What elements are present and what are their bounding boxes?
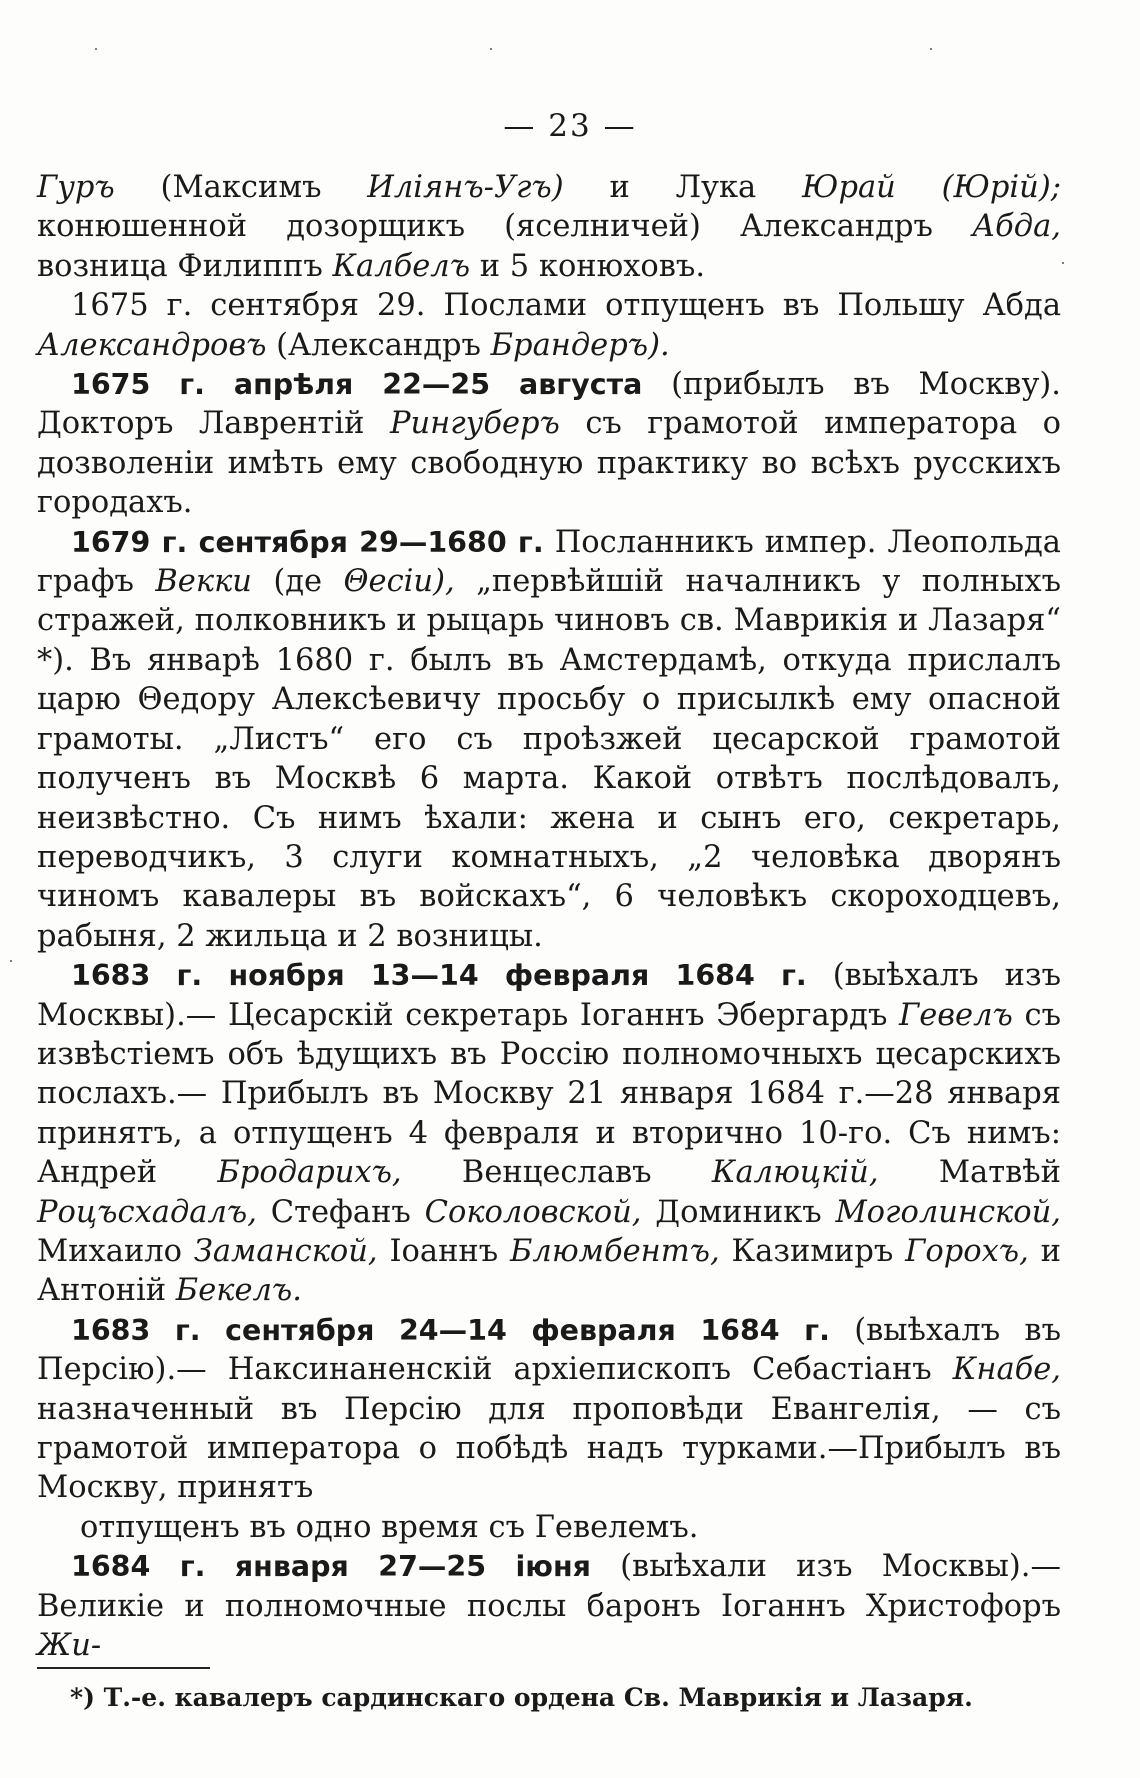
- paragraph: [37, 286, 1061, 365]
- body-run: Доминикъ: [641, 1194, 836, 1230]
- italic-name: Горохъ,: [905, 1233, 1029, 1269]
- body-run: (выѣхалъ въ Персію).— Наксинаненскій архіепископъ Себастіанъ: [37, 1312, 1062, 1388]
- scan-speck: [10, 960, 12, 962]
- italic-name: Заманской,: [193, 1233, 378, 1269]
- body-run: Посланникъ импер. Леопольда графъ: [37, 524, 1061, 600]
- body-run: съ грамотой императора о дозволеніи имѣть ему свободную практику во всѣхъ русскихъ городахъ.: [37, 406, 1061, 521]
- entry-date-heading: 1679 г. сентября 29—1680 г.: [71, 525, 544, 559]
- body-run: съ извѣстіемъ объ ѣдущихъ въ Россію полномочныхъ цесарскихъ послахъ.— Прибылъ въ Москву 21 января 1684 г.—28 января принятъ, а отпущенъ 4 февраля и вторично 10-го. Съ нимъ: Андрей: [37, 997, 1062, 1191]
- italic-name: Александровъ: [37, 327, 267, 363]
- paragraph: [37, 365, 1061, 523]
- italic-name: Соколовской,: [424, 1194, 642, 1230]
- footnote-rule: [37, 1667, 210, 1669]
- body-run: (Максимъ: [114, 170, 368, 205]
- body-run: Михаило: [37, 1233, 194, 1269]
- body-run: назначенный въ Персію для проповѣди Евангелія, — съ грамотой императора о побѣдѣ надъ турками.—Прибылъ въ Москву, принятъ: [37, 1391, 1061, 1506]
- body-run: Матвѣй: [878, 1155, 1061, 1191]
- scan-speck: [930, 48, 932, 50]
- body-run: Стефанъ: [256, 1194, 425, 1230]
- body-run: Іоаннъ: [377, 1233, 510, 1269]
- body-run: Венцеславъ: [401, 1155, 712, 1191]
- italic-name: Бродарихъ,: [217, 1155, 402, 1191]
- body-run: Казимиръ: [719, 1233, 906, 1269]
- body-run: и Лука: [563, 170, 803, 205]
- italic-name: Абда,: [972, 209, 1061, 245]
- scan-speck: [490, 48, 492, 50]
- italic-name: Брандеръ).: [490, 327, 670, 363]
- italic-name: Гевелъ: [899, 997, 1013, 1033]
- body-run: (выѣхалъ изъ Москвы).— Цесарскій секретарь Іоганнъ Эбергардъ: [37, 958, 1061, 1033]
- italic-name: Роцъсхадалъ,: [37, 1194, 257, 1230]
- italic-name: Блюмбентъ,: [510, 1233, 720, 1269]
- paragraph: [37, 1311, 1061, 1508]
- body-run: 1675 г. сентября 29. Послами отпущенъ въ Польшу Абда: [71, 288, 1061, 324]
- italic-name: Жи-: [37, 1628, 102, 1664]
- paragraph: [37, 1508, 1061, 1547]
- paragraph: [37, 956, 1061, 1311]
- body-run: „первѣйшій началникъ у полныхъ стражей, полковникъ и рыцарь чиновъ св. Маврикія и Лазаря“ *). Въ январѣ 1680 г. былъ въ Амстердамѣ, откуда прислалъ царю Θедору Алексѣевичу просьбу о присылкѣ ему опасной грамоты. „Листъ“ его съ проѣзжей цесарской грамотой полученъ въ Москвѣ 6 марта. Какой отвѣтъ послѣдовалъ, неизвѣстно. Съ нимъ ѣхали: жена и сынъ его, секретарь, переводчикъ, 3 слуги комнатныхъ, „2 человѣка дворянъ чиномъ кавалеры въ войскахъ“, 6 человѣкъ скороходцевъ, рабыня, 2 жильца и 2 возницы.: [37, 564, 1061, 954]
- paragraph: [37, 168, 1061, 286]
- entry-date-heading: 1684 г. января 27—25 іюня: [71, 1550, 591, 1584]
- italic-name: Иліянъ-Угъ): [367, 170, 564, 205]
- entry-date-heading: 1683 г. ноября 13—14 февраля 1684 г.: [71, 959, 807, 993]
- italic-name: Калбелъ: [332, 248, 471, 284]
- italic-name: Моголинской,: [835, 1194, 1061, 1230]
- body-run: возница Филиппъ: [37, 248, 333, 284]
- paragraph: [37, 523, 1061, 956]
- entry-date-heading: 1683 г. сентября 24—14 февраля 1684 г.: [71, 1313, 830, 1347]
- footnote: *) Т.-е. кавалеръ сардинскаго ордена Св. Маврикія и Лазаря.: [70, 1683, 973, 1712]
- scan-speck: [95, 48, 97, 50]
- italic-name: Юрай (Юрій);: [802, 170, 1061, 205]
- italic-name: Θесіи),: [343, 564, 455, 600]
- italic-name: Рингуберъ: [389, 406, 560, 442]
- body-run: (Александръ: [266, 327, 491, 363]
- italic-name: Кнабе,: [952, 1352, 1061, 1388]
- body-run: (де: [251, 564, 344, 600]
- body-run: и Антоній: [37, 1233, 1061, 1309]
- body-text: [37, 168, 1061, 1665]
- page-number: — 23 —: [503, 108, 637, 144]
- body-run: конюшенной дозорщикъ (яселничей) Александръ: [37, 209, 973, 245]
- scan-speck: [1062, 262, 1064, 264]
- paragraph: [37, 1547, 1061, 1665]
- italic-name: Векки: [155, 564, 252, 600]
- body-run: (выѣхали изъ Москвы).— Великіе и полномочные послы баронъ Іоганнъ Христофоръ: [37, 1549, 1061, 1624]
- italic-name: Калюцкій,: [711, 1155, 879, 1191]
- body-run: и 5 конюховъ.: [470, 248, 706, 284]
- body-run: (прибылъ въ Москву). Докторъ Лаврентій: [37, 367, 1061, 442]
- italic-name: Гуръ: [37, 170, 115, 205]
- body-run: отпущенъ въ одно время съ Гевелемъ.: [80, 1509, 699, 1545]
- entry-date-heading: 1675 г. апрѣля 22—25 августа: [71, 368, 643, 402]
- italic-name: Бекелъ.: [175, 1273, 302, 1309]
